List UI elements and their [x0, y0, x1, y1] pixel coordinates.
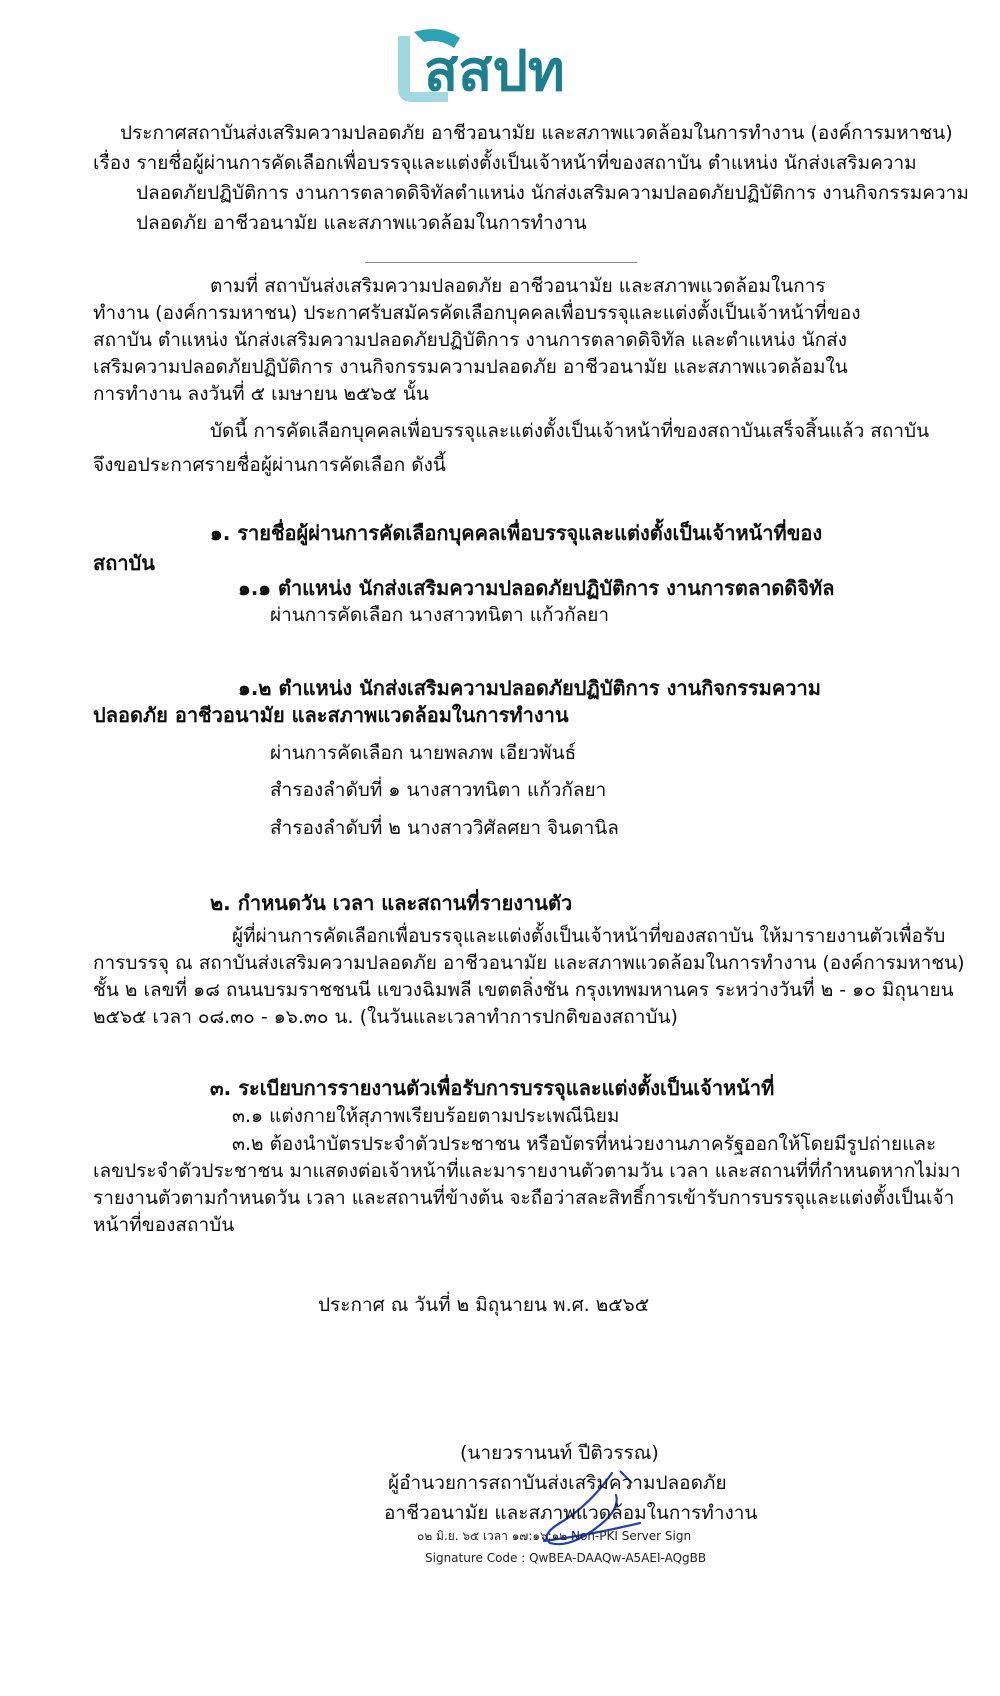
- intro-line: การทำงาน ลงวันที่ ๕ เมษายน ๒๕๖๕ นั้น: [93, 383, 429, 405]
- section3-item-2: ๓.๒ ต้องนำบัตรประจำตัวประชาชน หรือบัตรที่หน่วยงานภาครัฐออกให้โดยมีรูปถ่ายและ: [232, 1133, 937, 1155]
- intro-line: เสริมความปลอดภัยปฏิบัติการ งานกิจกรรมความปลอดภัย อาชีวอนามัย และสภาพแวดล้อมใน: [93, 356, 848, 378]
- intro-line: สถาบัน ตำแหน่ง นักส่งเสริมความปลอดภัยปฏิบัติการ งานการตลาดดิจิทัล และตำแหน่ง นักส่ง: [93, 329, 847, 351]
- intro-line: ทำงาน (องค์การมหาชน) ประกาศรับสมัครคัดเลือกบุคคลเพื่อบรรจุและแต่งตั้งเป็นเจ้าหน้าที่ของ: [93, 302, 861, 324]
- intro-line: ตามที่ สถาบันส่งเสริมความปลอดภัย อาชีวอนามัย และสภาพแวดล้อมในการ: [210, 275, 826, 297]
- subject-line-3: ปลอดภัย อาชีวอนามัย และสภาพแวดล้อมในการทำงาน: [136, 212, 587, 234]
- section2-line: การบรรจุ ณ สถาบันส่งเสริมความปลอดภัย อาชีวอนามัย และสภาพแวดล้อมในการทำงาน (องค์การมหาชน): [93, 952, 965, 974]
- section3-item-2-line: รายงานตัวตามกำหนดวัน เวลา และสถานที่ข้างต้น จะถือว่าสละสิทธิ์การเข้ารับการบรรจุและแต่งตั้งเป็นเจ้า: [93, 1187, 955, 1209]
- section1-heading-cont: สถาบัน: [93, 551, 155, 575]
- divider: [365, 262, 637, 263]
- section3-item-1: ๓.๑ แต่งกายให้สุภาพเรียบร้อยตามประเพณีนิยม: [232, 1105, 620, 1127]
- signature-code: Signature Code : QwBEA-DAAQw-A5AEI-AQgBB: [425, 1551, 707, 1565]
- ssp-logo: [390, 18, 620, 108]
- position-1-2-reserve-1: สำรองลำดับที่ ๑ นางสาวทนิตา แก้วกัลยา: [270, 779, 607, 801]
- position-1-1-heading: ๑.๑ ตำแหน่ง นักส่งเสริมความปลอดภัยปฏิบัติการ งานการตลาดดิจิทัล: [238, 576, 835, 600]
- position-1-2-pass: ผ่านการคัดเลือก นายพลภพ เอียวพันธ์: [270, 742, 577, 764]
- section2-line: ผู้ที่ผ่านการคัดเลือกเพื่อบรรจุและแต่งตั้งเป็นเจ้าหน้าที่ของสถาบัน ให้มารายงานตัวเพื่อรับ: [232, 925, 946, 947]
- position-1-2-heading-cont: ปลอดภัย อาชีวอนามัย และสภาพแวดล้อมในการทำงาน: [93, 703, 569, 727]
- section2-heading: ๒. กำหนดวัน เวลา และสถานที่รายงานตัว: [210, 891, 573, 915]
- announcement-title: ประกาศสถาบันส่งเสริมความปลอดภัย อาชีวอนามัย และสภาพแวดล้อมในการทำงาน (องค์การมหาชน): [120, 122, 953, 144]
- sign-timestamp: ๐๒ มิ.ย. ๖๕ เวลา ๑๗:๑๖:๑๒ Non-PKI Server Sign: [417, 1529, 692, 1543]
- subject-line-1: เรื่อง รายชื่อผู้ผ่านการคัดเลือกเพื่อบรรจุและแต่งตั้งเป็นเจ้าหน้าที่ของสถาบัน ตำแหน่ง นักส่งเสริมความ: [93, 152, 917, 174]
- position-1-2-heading: ๑.๒ ตำแหน่ง นักส่งเสริมความปลอดภัยปฏิบัติการ งานกิจกรรมความ: [238, 676, 821, 700]
- signer-title-2: อาชีวอนามัย และสภาพแวดล้อมในการทำงาน: [384, 1502, 758, 1524]
- signer-title: ผู้อำนวยการสถาบันส่งเสริมความปลอดภัย: [388, 1472, 727, 1494]
- announce-date: ประกาศ ณ วันที่ ๒ มิถุนายน พ.ศ. ๒๕๖๕: [318, 1294, 650, 1316]
- subject-line-2: ปลอดภัยปฏิบัติการ งานการตลาดดิจิทัลตำแหน่ง นักส่งเสริมความปลอดภัยปฏิบัติการ งานกิจกรรมความ: [136, 182, 969, 204]
- section3-item-2-line: หน้าที่ของสถาบัน: [93, 1214, 235, 1236]
- intro-line: บัดนี้ การคัดเลือกบุคคลเพื่อบรรจุและแต่งตั้งเป็นเจ้าหน้าที่ของสถาบันเสร็จสิ้นแล้ว สถาบัน: [210, 420, 930, 442]
- signer-name: (นายวรานนท์ ปีติวรรณ): [460, 1442, 659, 1464]
- position-1-2-reserve-2: สำรองลำดับที่ ๒ นางสาววิศัลศยา จินดานิล: [270, 817, 619, 839]
- section1-heading: ๑. รายชื่อผู้ผ่านการคัดเลือกบุคคลเพื่อบรรจุและแต่งตั้งเป็นเจ้าหน้าที่ของ: [210, 521, 823, 545]
- section3-item-2-line: เลขประจำตัวประชาชน มาแสดงต่อเจ้าหน้าที่และมารายงานตัวตามวัน เวลา และสถานที่ที่กำหนดหากไม่มา: [93, 1160, 961, 1182]
- section2-line: ๒๕๖๕ เวลา ๐๘.๓๐ - ๑๖.๓๐ น. (ในวันและเวลาทำการปกติของสถาบัน): [93, 1006, 678, 1028]
- section3-heading: ๓. ระเบียบการรายงานตัวเพื่อรับการบรรจุและแต่งตั้งเป็นเจ้าหน้าที่: [210, 1076, 775, 1100]
- section2-line: ชั้น ๒ เลขที่ ๑๘ ถนนบรมราชชนนี แขวงฉิมพลี เขตตลิ่งชัน กรุงเทพมหานคร ระหว่างวันที่ ๒ - ๑๐ มิถุนายน: [93, 979, 954, 1001]
- intro-line: จึงขอประกาศรายชื่อผู้ผ่านการคัดเลือก ดังนี้: [93, 454, 446, 476]
- position-1-1-result: ผ่านการคัดเลือก นางสาวทนิตา แก้วกัลยา: [270, 604, 610, 626]
- svg-text:สสปท: สสปท: [424, 39, 565, 104]
